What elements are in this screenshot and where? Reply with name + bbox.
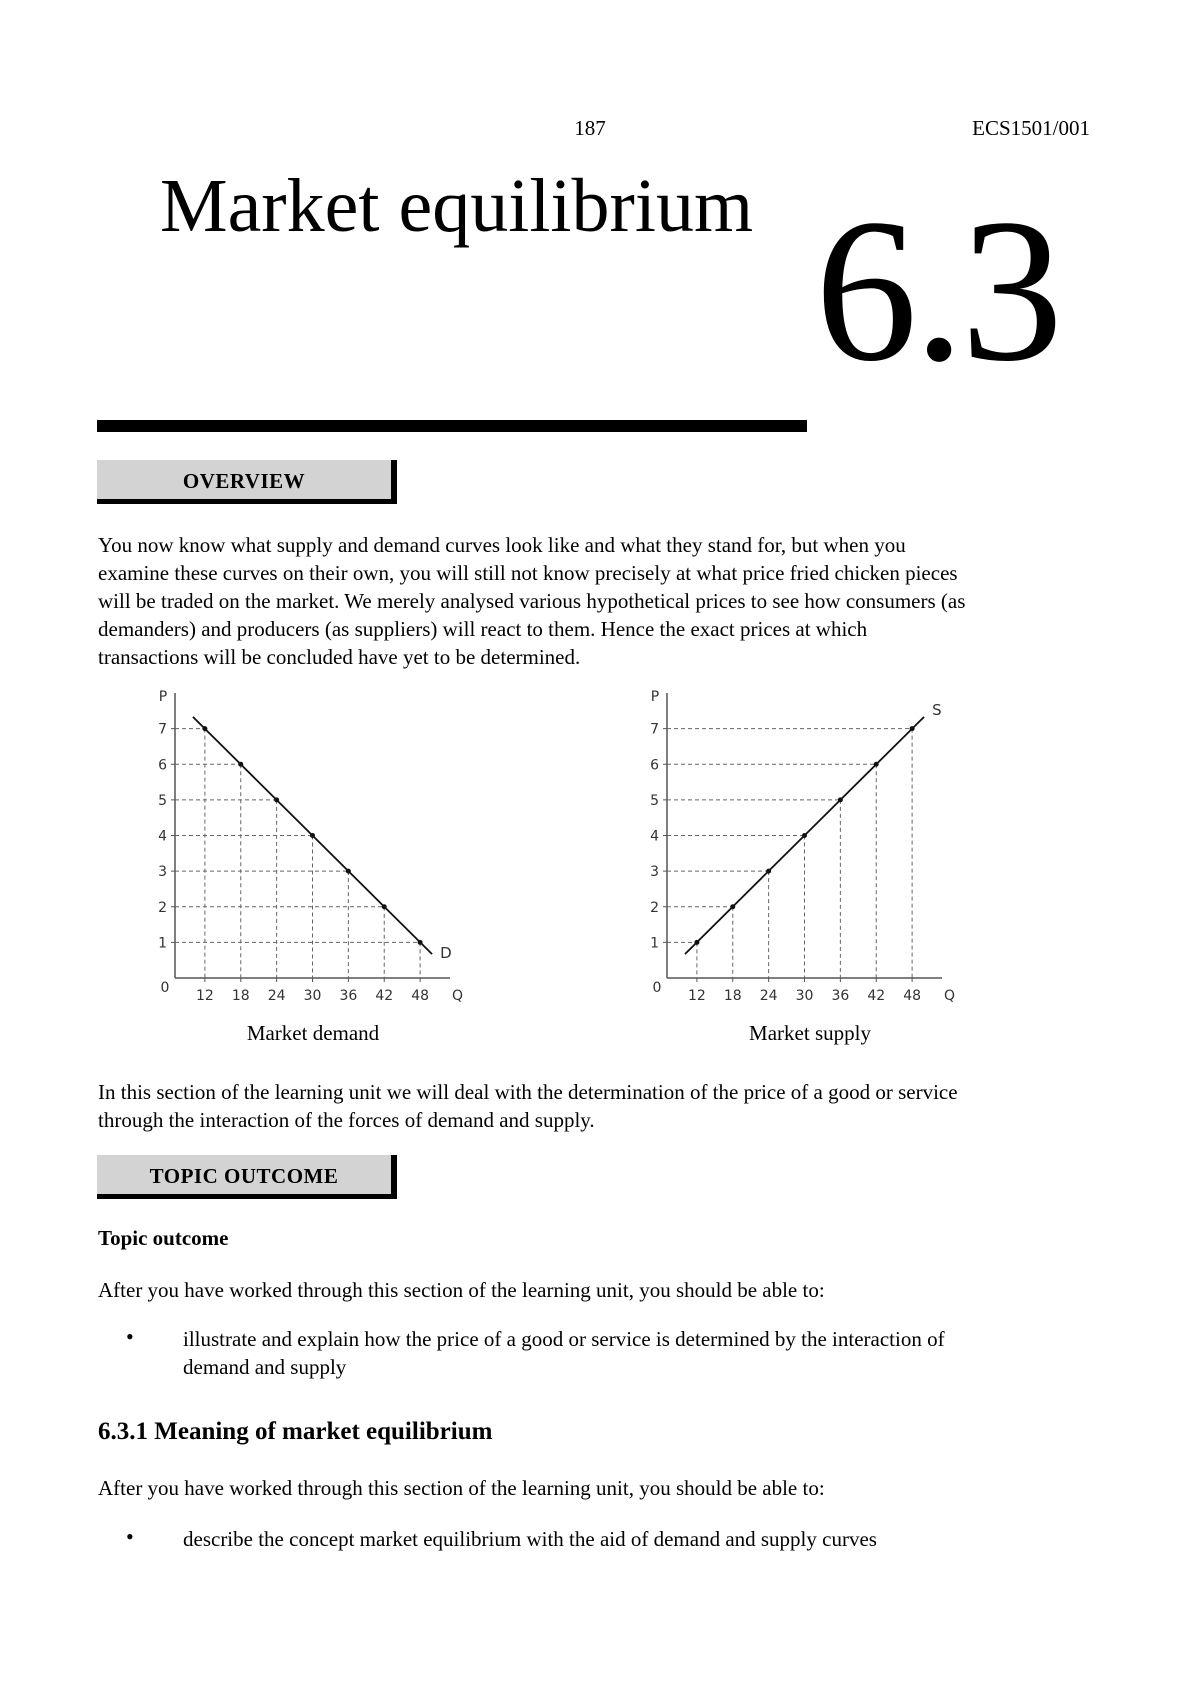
topic-outcome-heading: Topic outcome bbox=[98, 1226, 229, 1250]
subsection-bullet: describe the concept market equilibrium with the aid of demand and supply curves bbox=[183, 1527, 877, 1551]
demand-x-tick-label: 36 bbox=[339, 988, 358, 1004]
document-code: ECS1501/001 bbox=[972, 116, 1090, 140]
demand-data-point bbox=[418, 940, 423, 945]
supply-x-tick-label: 12 bbox=[687, 988, 706, 1004]
subsection-intro: After you have worked through this section of the learning unit, you should be able to: bbox=[98, 1476, 825, 1500]
demand-y-tick-label: 4 bbox=[158, 828, 167, 845]
demand-x-tick-label: 48 bbox=[411, 988, 430, 1004]
supply-x-tick-label: 18 bbox=[723, 988, 742, 1004]
demand-y-tick-label: 7 bbox=[158, 721, 167, 738]
demand-y-tick-label: 5 bbox=[158, 792, 167, 809]
supply-origin-label: 0 bbox=[652, 980, 662, 996]
section-intro-paragraph bbox=[98, 1078, 1108, 1134]
demand-x-axis-label: Q bbox=[452, 988, 464, 1004]
supply-y-tick-label: 6 bbox=[650, 757, 659, 774]
subsection-heading: 6.3.1 Meaning of market equilibrium bbox=[98, 1418, 493, 1445]
chapter-number: 6.3 bbox=[815, 177, 1060, 404]
supply-data-point bbox=[838, 797, 843, 802]
supply-y-tick-label: 2 bbox=[650, 899, 659, 916]
supply-data-point bbox=[910, 726, 915, 731]
demand-data-point bbox=[346, 869, 351, 874]
supply-y-tick-label: 5 bbox=[650, 792, 659, 809]
overview-line: You now know what supply and demand curves look like and what they stand for, but when you bbox=[98, 533, 906, 557]
chapter-title: Market equilibrium bbox=[160, 164, 754, 248]
demand-x-tick-label: 42 bbox=[375, 988, 394, 1004]
supply-y-tick-label: 4 bbox=[650, 828, 659, 845]
demand-curve-label: D bbox=[440, 944, 452, 963]
demand-y-tick-label: 2 bbox=[158, 899, 167, 916]
overview-line: transactions will be concluded have yet to be determined. bbox=[98, 645, 581, 669]
supply-x-axis-label: Q bbox=[944, 988, 956, 1004]
bullet-marker: • bbox=[126, 1524, 134, 1549]
section-intro-line: In this section of the learning unit we will deal with the determination of the price of a good or service bbox=[98, 1080, 958, 1104]
topic-outcome-intro: After you have worked through this section of the learning unit, you should be able to: bbox=[98, 1278, 825, 1302]
supply-x-tick-label: 30 bbox=[795, 988, 814, 1004]
page-number: 187 bbox=[574, 116, 606, 140]
demand-y-axis-label: P bbox=[158, 689, 168, 705]
title-rule bbox=[97, 420, 807, 432]
demand-x-tick-label: 18 bbox=[231, 988, 250, 1004]
demand-x-tick-label: 24 bbox=[267, 988, 286, 1004]
demand-origin-label: 0 bbox=[160, 980, 170, 996]
demand-x-tick-label: 12 bbox=[195, 988, 214, 1004]
supply-curve-label: S bbox=[932, 700, 942, 719]
bullet-marker: • bbox=[126, 1324, 134, 1349]
supply-data-point bbox=[874, 762, 879, 767]
bullet-line: demand and supply bbox=[183, 1355, 347, 1379]
overview-line: examine these curves on their own, you will still not know precisely at what price fried chicken pieces bbox=[98, 561, 958, 585]
supply-data-point bbox=[802, 833, 807, 838]
supply-y-axis-label: P bbox=[650, 689, 660, 705]
demand-y-tick-label: 3 bbox=[158, 864, 167, 881]
overview-paragraph bbox=[98, 531, 1108, 671]
section-intro-line: through the interaction of the forces of demand and supply. bbox=[98, 1108, 595, 1132]
demand-data-point bbox=[202, 726, 207, 731]
supply-x-tick-label: 36 bbox=[831, 988, 850, 1004]
demand-y-tick-label: 1 bbox=[158, 935, 167, 952]
topic-outcome-label: TOPIC OUTCOME bbox=[97, 1155, 397, 1199]
market-demand-chart bbox=[150, 685, 480, 1010]
demand-x-tick-label: 30 bbox=[303, 988, 322, 1004]
market-demand-caption: Market demand bbox=[246, 1021, 380, 1045]
supply-x-tick-label: 48 bbox=[903, 988, 922, 1004]
overview-line: demanders) and producers (as suppliers) will react to them. Hence the exact prices at which bbox=[98, 617, 868, 641]
bullet-line: illustrate and explain how the price of a good or service is determined by the interaction of bbox=[183, 1327, 945, 1351]
demand-data-point bbox=[310, 833, 315, 838]
supply-x-tick-label: 42 bbox=[867, 988, 886, 1004]
supply-data-point bbox=[694, 940, 699, 945]
supply-y-tick-label: 7 bbox=[650, 721, 659, 738]
market-supply-caption: Market supply bbox=[749, 1021, 871, 1045]
supply-y-tick-label: 3 bbox=[650, 864, 659, 881]
demand-data-point bbox=[274, 797, 279, 802]
supply-data-point bbox=[766, 869, 771, 874]
supply-x-tick-label: 24 bbox=[759, 988, 778, 1004]
supply-y-tick-label: 1 bbox=[650, 935, 659, 952]
overview-line: will be traded on the market. We merely analysed various hypothetical prices to see how consumers (as bbox=[98, 589, 966, 613]
demand-data-point bbox=[382, 904, 387, 909]
demand-y-tick-label: 6 bbox=[158, 757, 167, 774]
market-supply-chart bbox=[642, 685, 972, 1010]
topic-outcome-bullet bbox=[183, 1325, 1103, 1381]
demand-data-point bbox=[238, 762, 243, 767]
supply-data-point bbox=[730, 904, 735, 909]
overview-label: OVERVIEW bbox=[97, 460, 397, 504]
